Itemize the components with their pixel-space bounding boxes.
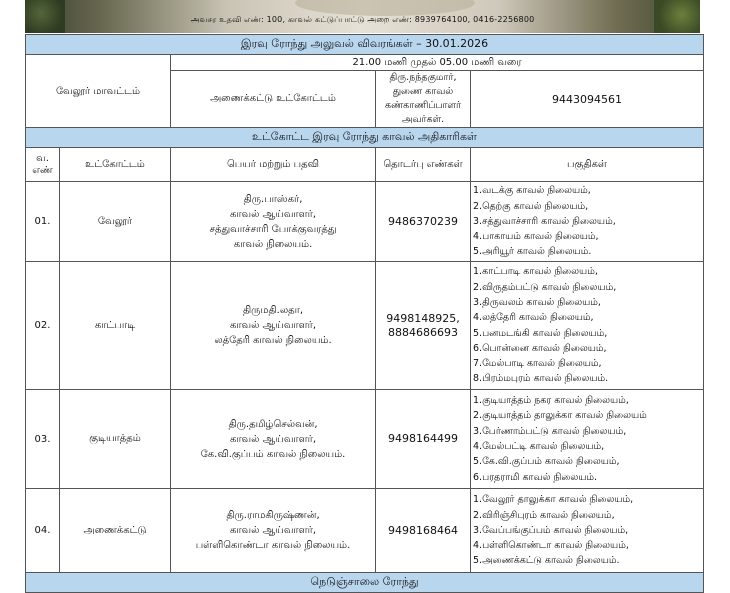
emergency-contact-line: அவசர உதவி எண்: 100, காவல் கட்டுப்பாட்டு அறை எண்: 8939764100, 0416-2256800 [190,15,535,24]
row-areas [471,262,704,390]
area-item: 3.வேப்பங்குப்பம் காவல் நிலையம், [473,524,629,536]
col-header-sno: வ. எண் [26,148,60,182]
col-header-contact: தொடர்பு எண்கள் [376,148,471,182]
row-subdivision: காட்பாடி [60,262,171,390]
officer-line: காவல் ஆய்வாளர், [229,433,317,445]
subdivision-label: அணைக்கட்டு உட்கோட்டம் [171,71,376,128]
table-row [26,390,704,489]
area-item: 6.பரதராமி காவல் நிலையம். [473,471,598,483]
area-item: 8.பிரம்மபுரம் காவல் நிலையம். [473,373,609,385]
officer-line: பள்ளிகொண்டா காவல் நிலையம். [195,540,351,551]
area-item: 3.திருவலம் காவல் நிலையம், [473,296,601,308]
col-header-name-post: பெயர் மற்றும் பதவி [171,148,376,182]
officer-line: திருமதி.லதா, [242,305,304,316]
col-header-subdivision: உட்கோட்டம் [60,148,171,182]
supervising-officer [376,71,471,128]
area-item: 1.குடியாத்தம் நகர காவல் நிலையம், [473,395,629,407]
area-item: 1.காட்பாடி காவல் நிலையம், [473,266,598,278]
area-item: 6.பொன்னை காவல் நிலையம், [473,342,607,354]
row-areas [471,489,704,573]
area-item: 5.அணைக்கட்டு காவல் நிலையம். [473,555,620,567]
phone-number: 8884686693 [388,325,458,339]
area-item: 3.பேர்ணாம்பட்டு காவல் நிலையம், [473,425,627,437]
area-item: 4.லத்தேரி காவல் நிலையம், [473,312,594,324]
officer-line: திரு.ராமகிருஷ்ணன், [226,510,320,521]
officer-title: கண்காணிப்பாளர் அவர்கள். [385,100,461,125]
row-subdivision: குடியாத்தம் [60,390,171,489]
row-areas [471,390,704,489]
area-item: 1.வடக்கு காவல் நிலையம், [473,185,591,197]
section-title: உட்கோட்ட இரவு ரோந்து காவல் அதிகாரிகள் [26,128,704,148]
patrol-table [25,34,704,593]
row-officer [171,390,376,489]
officer-line: காவல் நிலையம். [233,238,313,250]
row-phone [376,390,471,489]
area-item: 7.மேல்பாடி காவல் நிலையம், [473,358,602,370]
row-sno: 04. [26,489,60,573]
officer-line: லத்தேரி காவல் நிலையம். [214,335,332,346]
area-item: 4.பள்ளிகொண்டா காவல் நிலையம், [473,540,629,552]
row-phone [376,489,471,573]
phone-number: 9498168464 [388,523,458,537]
row-officer [171,489,376,573]
district-cell: வேலூர் மாவட்டம் [26,55,171,128]
area-item: 2.தெற்கு காவல் நிலையம், [473,200,589,212]
report-title: இரவு ரோந்து அலுவல் விவரங்கள் – 30.01.2026 [26,35,704,55]
area-item: 5.பனமடங்கி காவல் நிலையம், [473,327,608,339]
phone-number: 9498148925, [386,311,460,325]
row-subdivision: அணைக்கட்டு [60,489,171,573]
row-phone [376,262,471,390]
area-item: 1.வேலூர் தாலுக்கா காவல் நிலையம், [473,494,634,506]
area-item: 2.விருதம்பட்டு காவல் நிலையம், [473,281,617,293]
officer-line: சத்துவாச்சாரி போக்குவரத்து [209,223,337,235]
col-header-areas: பகுதிகள் [471,148,704,182]
area-item: 5.கே.வி.குப்பம் காவல் நிலையம், [473,456,620,468]
row-sno: 01. [26,182,60,262]
officer-phone: 9443094561 [471,71,704,128]
row-subdivision: வேலூர் [60,182,171,262]
row-areas [471,182,704,262]
phone-number: 9486370239 [388,214,458,228]
table-row [26,489,704,573]
area-item: 3.சத்துவாச்சாரி காவல் நிலையம், [473,215,616,227]
officer-name: திரு.நந்தகுமார், [389,72,457,83]
table-row [26,262,704,390]
area-item: 5.அரியூர் காவல் நிலையம். [473,246,592,258]
row-phone [376,182,471,262]
time-range: 21.00 மணி முதல் 05.00 மணி வரை [171,55,704,71]
row-officer [171,262,376,390]
row-officer [171,182,376,262]
area-item: 2.குடியாத்தம் தாலுக்கா காவல் நிலையம் [473,410,647,422]
officer-line: காவல் ஆய்வாளர், [229,208,317,220]
officer-role: துணை காவல் [392,86,454,97]
highway-patrol-section: நெடுஞ்சாலை ரோந்து [26,573,704,593]
table-row [26,182,704,262]
officer-line: காவல் ஆய்வாளர், [229,525,317,536]
banner-fort-image [295,0,475,16]
phone-number: 9498164499 [388,432,458,445]
header-banner [25,0,700,33]
row-sno: 02. [26,262,60,390]
officer-line: திரு.பாஸ்கர், [243,193,303,205]
officer-line: திரு.தமிழ்செல்வன், [228,418,318,430]
area-item: 2.விரிஞ்சிபுரம் காவல் நிலையம், [473,509,615,521]
officer-line: காவல் ஆய்வாளர், [229,320,317,331]
area-item: 4.மேல்பட்டி காவல் நிலையம், [473,441,605,452]
row-sno: 03. [26,390,60,489]
officer-line: கே.வி.குப்பம் காவல் நிலையம். [200,448,346,460]
area-item: 4.பாகாயம் காவல் நிலையம், [473,231,599,243]
